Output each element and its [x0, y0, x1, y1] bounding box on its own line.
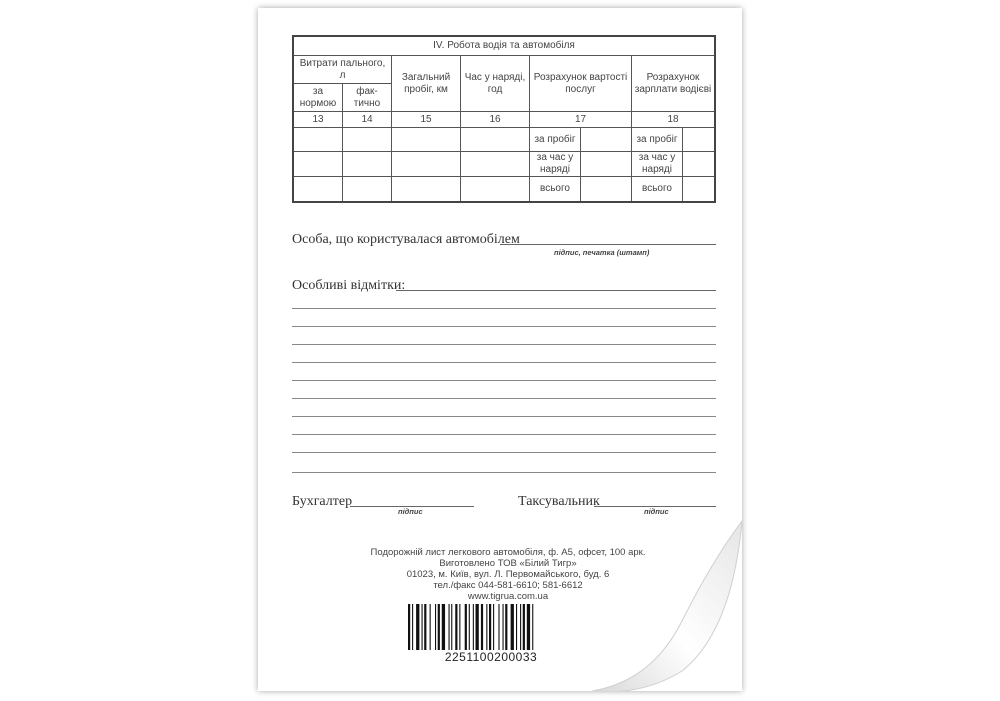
salary-total-label: всього [632, 177, 683, 202]
footer-website: www.tigrua.com.ua [467, 591, 549, 602]
remarks-rule [292, 344, 716, 345]
footer-form-name: Подорожній лист легкового автомобіля, ф. А5, офсет, 100 арк. [370, 547, 646, 558]
cell-empty [581, 177, 632, 202]
service-total-label: всього [530, 177, 581, 202]
remarks-rule [292, 416, 716, 417]
cell-empty [461, 177, 530, 202]
header-service: Розрахунок вартості послуг [530, 56, 632, 112]
work-table [292, 35, 716, 203]
col-num: 13 [293, 112, 343, 128]
remarks-rule [292, 452, 716, 453]
person-signature-line[interactable] [500, 238, 716, 245]
header-fuel-norm: за нормою [293, 84, 343, 112]
remarks-rule [292, 362, 716, 363]
cell-empty [461, 152, 530, 177]
barcode-number: 2251100200033 [444, 650, 538, 664]
remarks-line[interactable] [396, 284, 716, 291]
person-caption: підпис, печатка (штамп) [554, 248, 650, 257]
cell-empty [581, 128, 632, 152]
barcode-image [406, 604, 576, 650]
col-num: 14 [343, 112, 392, 128]
cell-empty [683, 177, 716, 202]
taxi-label: Таксувальник [518, 494, 600, 509]
header-salary: Розрахунок зарплати водієві [632, 56, 716, 112]
footer-maker: Виготовлено ТОВ «Білий Тигр» [439, 558, 577, 569]
footer-address: 01023, м. Київ, вул. Л. Первомайського, буд. 6 [406, 569, 610, 580]
accountant-signature-line[interactable] [350, 500, 474, 507]
cell-empty [343, 177, 392, 202]
taxi-signature-line[interactable] [594, 500, 716, 507]
cell-empty [343, 152, 392, 177]
cell-empty [683, 152, 716, 177]
remarks-rule [292, 472, 716, 473]
document-sheet [258, 8, 742, 691]
accountant-caption: підпис [398, 507, 423, 516]
col-num: 17 [530, 112, 632, 128]
remarks-rule [292, 434, 716, 435]
table-title: IV. Робота водія та автомобіля [293, 36, 715, 56]
header-fuel-actual: фак-тично [343, 84, 392, 112]
cell-empty [293, 177, 343, 202]
header-fuel: Витрати пального, л [293, 56, 392, 84]
remarks-rule [292, 326, 716, 327]
cell-empty [293, 128, 343, 152]
service-time-label: за час у наряді [530, 152, 581, 177]
remarks-label: Особливі відмітки: [292, 278, 406, 293]
footer-phone: тел./факс 044-581-6610; 581-6612 [433, 580, 583, 591]
remarks-rule [292, 380, 716, 381]
cell-empty [683, 128, 716, 152]
col-num: 18 [632, 112, 716, 128]
salary-mileage-label: за пробіг [632, 128, 683, 152]
cell-empty [392, 152, 461, 177]
person-label: Особа, що користувалася автомобілем [292, 232, 520, 247]
col-num: 15 [392, 112, 461, 128]
cell-empty [581, 152, 632, 177]
cell-empty [343, 128, 392, 152]
accountant-label: Бухгалтер [292, 494, 353, 509]
cell-empty [392, 177, 461, 202]
remarks-rule [292, 308, 716, 309]
salary-time-label: за час у наряді [632, 152, 683, 177]
col-num: 16 [461, 112, 530, 128]
taxi-caption: підпис [644, 507, 669, 516]
page-curl [562, 511, 742, 691]
cell-empty [392, 128, 461, 152]
cell-empty [293, 152, 343, 177]
remarks-rule [292, 398, 716, 399]
header-mileage: Загальний пробіг, км [392, 56, 461, 112]
header-time: Час у наряді, год [461, 56, 530, 112]
service-mileage-label: за пробіг [530, 128, 581, 152]
cell-empty [461, 128, 530, 152]
